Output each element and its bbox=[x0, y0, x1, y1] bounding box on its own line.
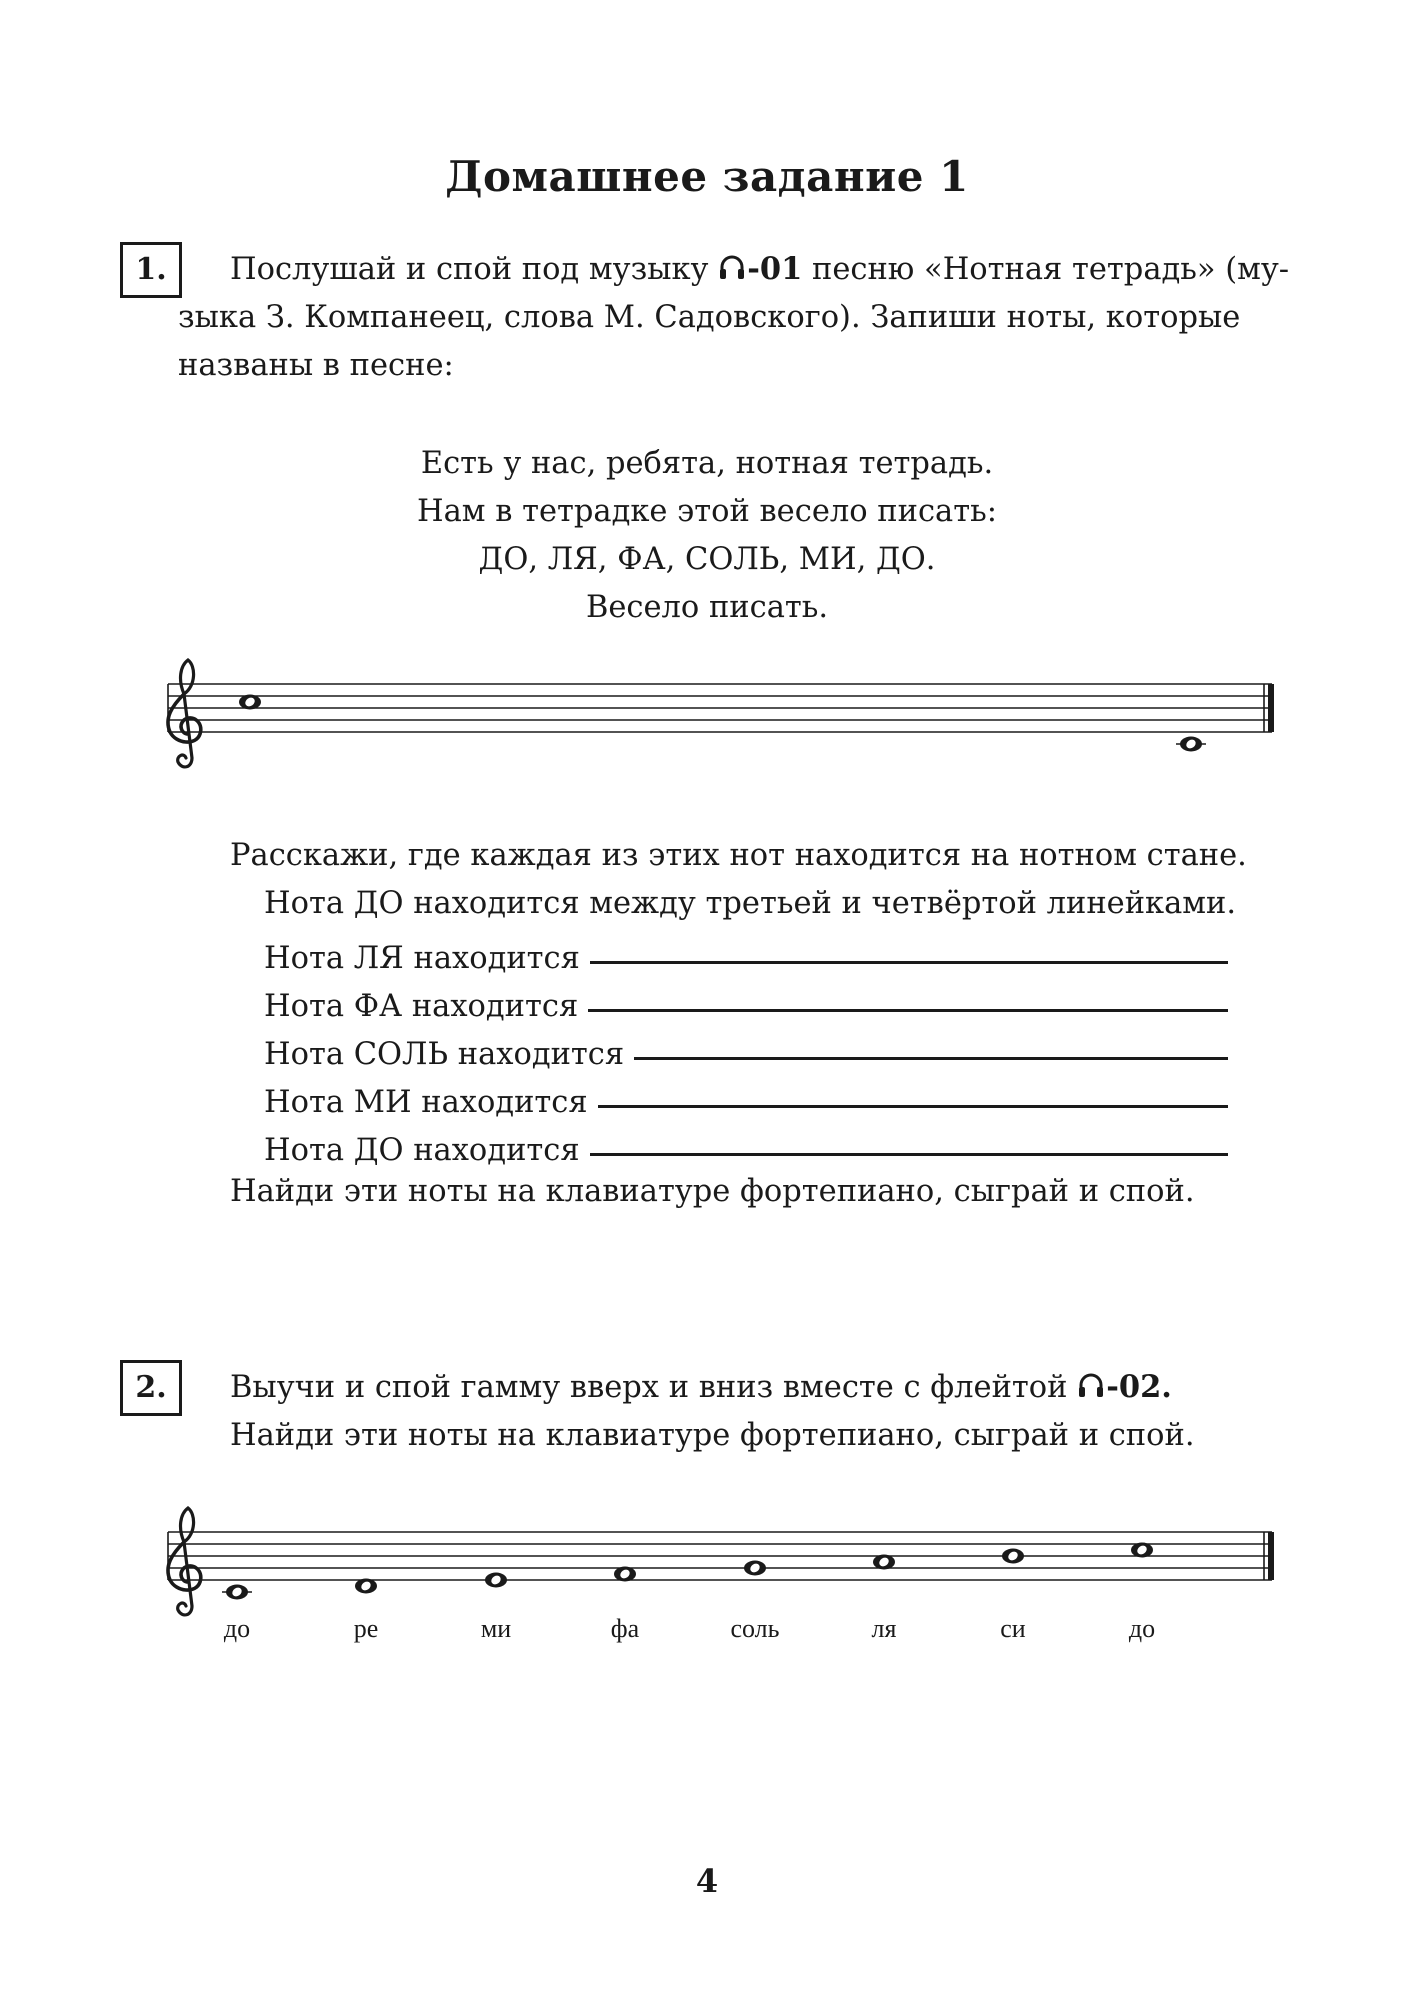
poem-line: Весело писать. bbox=[585, 590, 829, 625]
answer-label: Нота МИ находится bbox=[264, 1085, 588, 1120]
note bbox=[239, 695, 261, 710]
note bbox=[614, 1567, 636, 1582]
answer-label: Нота ФА находится bbox=[264, 989, 579, 1024]
task-2-audio-code: -02. bbox=[1106, 1369, 1172, 1405]
task-1-text-a: Послушай и спой под музыку bbox=[230, 252, 709, 287]
answer-line-la bbox=[264, 928, 1228, 976]
note-name: ля bbox=[871, 1614, 897, 1643]
note bbox=[355, 1579, 377, 1594]
task-1-text-b: песню «Нотная тетрадь» (му- bbox=[812, 252, 1290, 287]
headphones-icon bbox=[1077, 1371, 1105, 1399]
note-name: си bbox=[1000, 1614, 1026, 1643]
task-1-example: Нота ДО находится между третьей и четвёртой линейками. bbox=[264, 886, 1237, 921]
note-with-ledger bbox=[222, 1585, 252, 1600]
staff-2 bbox=[168, 1508, 1272, 1615]
task-2-text-a: Выучи и спой гамму вверх и вниз вместе с флейтой bbox=[230, 1370, 1068, 1405]
treble-clef-icon bbox=[168, 1508, 201, 1615]
answer-label: Нота ДО находится bbox=[264, 1133, 580, 1168]
note bbox=[873, 1555, 895, 1570]
task-1-audio-code: -01 bbox=[747, 251, 803, 287]
note-name: соль bbox=[730, 1614, 780, 1643]
note bbox=[744, 1561, 766, 1576]
page-number: 4 bbox=[695, 1862, 719, 1900]
task-2-line-2: Найди эти ноты на клавиатуре фортепиано, сыграй и спой. bbox=[230, 1418, 1195, 1453]
answer-line-sol bbox=[264, 1024, 1228, 1072]
note-name: до bbox=[223, 1614, 251, 1643]
task-2-number: 2. bbox=[120, 1360, 182, 1416]
poem-line: Есть у нас, ребята, нотная тетрадь. bbox=[420, 446, 994, 481]
note bbox=[1131, 1543, 1153, 1558]
note-name: фа bbox=[610, 1614, 640, 1643]
note bbox=[485, 1573, 507, 1588]
note bbox=[1002, 1549, 1024, 1564]
answer-line-mi bbox=[264, 1072, 1228, 1120]
poem-line: ДО, ЛЯ, ФА, СОЛЬ, МИ, ДО. bbox=[478, 542, 936, 577]
note-name: ре bbox=[353, 1614, 379, 1643]
staff-1 bbox=[168, 660, 1272, 767]
page-title: Домашнее задание 1 bbox=[445, 152, 969, 201]
answer-blank[interactable] bbox=[588, 1009, 1228, 1012]
answer-line-do bbox=[264, 1120, 1228, 1168]
note-name: ми bbox=[480, 1614, 512, 1643]
note-with-ledger bbox=[1176, 737, 1206, 752]
answer-blank[interactable] bbox=[590, 1153, 1228, 1156]
task-2-line-1 bbox=[230, 1364, 1290, 1411]
task-2-audio-ref[interactable] bbox=[1077, 1369, 1172, 1405]
answer-blank[interactable] bbox=[598, 1105, 1228, 1108]
answer-line-fa bbox=[264, 976, 1228, 1024]
note-name: до bbox=[1128, 1614, 1156, 1643]
task-1-line-3: названы в песне: bbox=[178, 348, 454, 383]
task-1-prompt: Расскажи, где каждая из этих нот находится на нотном стане. bbox=[230, 838, 1247, 873]
answer-blank[interactable] bbox=[634, 1057, 1228, 1060]
task-1-line-2: зыка З. Компанеец, слова М. Садовского). Запиши ноты, которые bbox=[178, 300, 1241, 335]
task-1-closing: Найди эти ноты на клавиатуре фортепиано, сыграй и спой. bbox=[230, 1174, 1195, 1209]
answer-blank[interactable] bbox=[590, 961, 1228, 964]
answer-label: Нота ЛЯ находится bbox=[264, 941, 580, 976]
treble-clef-icon bbox=[168, 660, 201, 767]
answer-label: Нота СОЛЬ находится bbox=[264, 1037, 625, 1072]
task-1-number: 1. bbox=[120, 242, 182, 298]
poem-line: Нам в тетрадке этой весело писать: bbox=[417, 494, 997, 529]
